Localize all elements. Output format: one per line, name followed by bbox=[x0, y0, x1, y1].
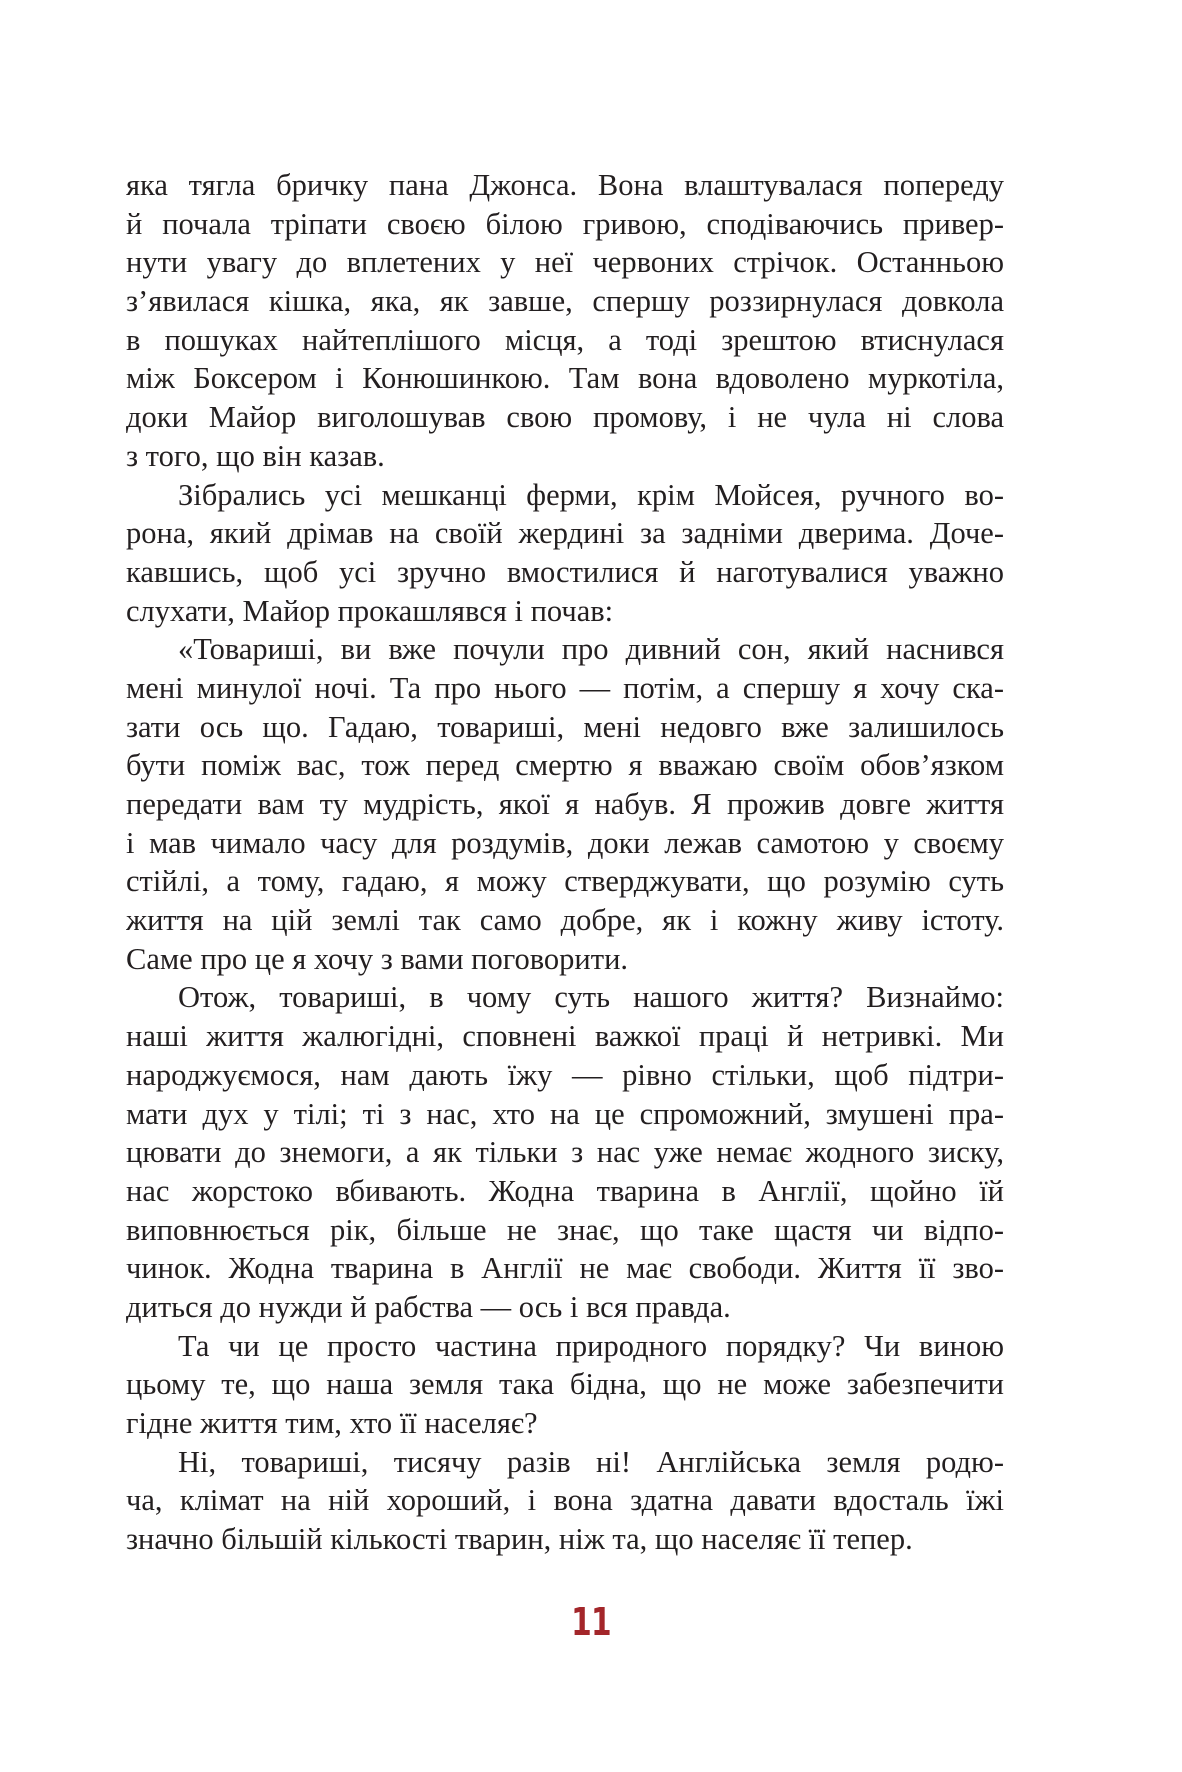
text-line: Зібрались усі мешканці ферми, крім Мойсея, ручного во- bbox=[178, 477, 1004, 512]
text-line: цьому те, що наша земля така бідна, що не може забезпечити bbox=[126, 1367, 1004, 1402]
paragraph bbox=[126, 1443, 1004, 1559]
body-text bbox=[126, 166, 1004, 1559]
paragraph bbox=[126, 1327, 1004, 1443]
text-line: рона, який дрімав на своїй жердині за задніми дверима. Доче- bbox=[126, 516, 1004, 551]
text-line: кавшись, щоб усі зручно вмостилися й наготувалися уважно bbox=[126, 554, 1004, 589]
text-line: виповнюється рік, більше не знає, що таке щастя чи відпо- bbox=[126, 1212, 1004, 1247]
text-line: мені минулої ночі. Та про нього — потім, а спершу я хочу ска- bbox=[126, 670, 1004, 705]
text-line: зати ось що. Гадаю, товариші, мені недовго вже залишилось bbox=[126, 709, 1004, 744]
text-line: гідне життя тим, хто її населяє? bbox=[126, 1406, 538, 1440]
text-line: Ні, товариші, тисячу разів ні! Англійська земля родю- bbox=[178, 1444, 1004, 1479]
text-line: з’явилася кішка, яка, як завше, спершу роззирнулася довкола bbox=[126, 284, 1004, 319]
text-line: нути увагу до вплетених у неї червоних стрічок. Останньою bbox=[126, 245, 1004, 280]
text-line: диться до нужди й рабства — ось і вся правда. bbox=[126, 1289, 731, 1324]
text-line: нас жорстоко вбивають. Жодна тварина в Англії, щойно їй bbox=[126, 1173, 1004, 1208]
text-line: ча, клімат на ній хороший, і вона здатна давати вдосталь їжі bbox=[126, 1483, 1004, 1518]
text-line: мати дух у тілі; ті з нас, хто на це спроможний, змушені пра- bbox=[126, 1096, 1004, 1131]
text-line: «Товариші, ви вже почули про дивний сон, який наснився bbox=[178, 632, 1004, 667]
text-line: Отож, товариші, в чому суть нашого життя? Визнаймо: bbox=[178, 980, 1004, 1015]
text-line: яка тягла бричку пана Джонса. Вона влаштувалася попереду bbox=[126, 168, 1004, 202]
text-line: в пошуках найтеплішого місця, а тоді зрештою втиснулася bbox=[126, 322, 1004, 357]
text-line: Та чи це просто частина природного порядку? Чи виною bbox=[178, 1328, 1004, 1363]
paragraph bbox=[126, 166, 1004, 476]
text-line: доки Майор виголошував свою промову, і не чула ні слова bbox=[126, 400, 1004, 435]
text-line: з того, що він казав. bbox=[126, 438, 385, 473]
text-line: цювати до знемоги, а як тільки з нас уже немає жодного зиску, bbox=[126, 1135, 1004, 1170]
text-line: народжуємося, нам дають їжу — рівно стільки, щоб підтри- bbox=[126, 1057, 1004, 1092]
paragraph bbox=[126, 630, 1004, 978]
text-line: бути поміж вас, тож перед смертю я вважаю своїм обов’язком bbox=[126, 748, 1004, 783]
paragraph bbox=[126, 978, 1004, 1326]
text-line: Саме про це я хочу з вами поговорити. bbox=[126, 941, 629, 976]
text-line: й почала тріпати своєю білою гривою, сподіваючись привер- bbox=[126, 206, 1004, 241]
text-line: значно більшій кількості тварин, ніж та, що населяє її тепер. bbox=[126, 1522, 913, 1557]
text-line: і мав чимало часу для роздумів, доки лежав самотою у своєму bbox=[126, 825, 1004, 860]
text-line: наші життя жалюгідні, сповнені важкої праці й нетривкі. Ми bbox=[126, 1019, 1004, 1054]
paragraph bbox=[126, 476, 1004, 631]
page-number: 11 bbox=[571, 1600, 611, 1644]
text-line: слухати, Майор прокашлявся і почав: bbox=[126, 593, 614, 628]
text-line: між Боксером і Конюшинкою. Там вона вдоволено муркотіла, bbox=[126, 361, 1004, 396]
text-line: стійлі, а тому, гадаю, я можу стверджувати, що розумію суть bbox=[126, 864, 1004, 899]
text-line: чинок. Жодна тварина в Англії не має свободи. Життя її зво- bbox=[126, 1251, 1004, 1286]
text-line: життя на цій землі так само добре, як і кожну живу істоту. bbox=[126, 903, 1004, 938]
text-line: передати вам ту мудрість, якої я набув. Я прожив довге життя bbox=[126, 787, 1004, 821]
